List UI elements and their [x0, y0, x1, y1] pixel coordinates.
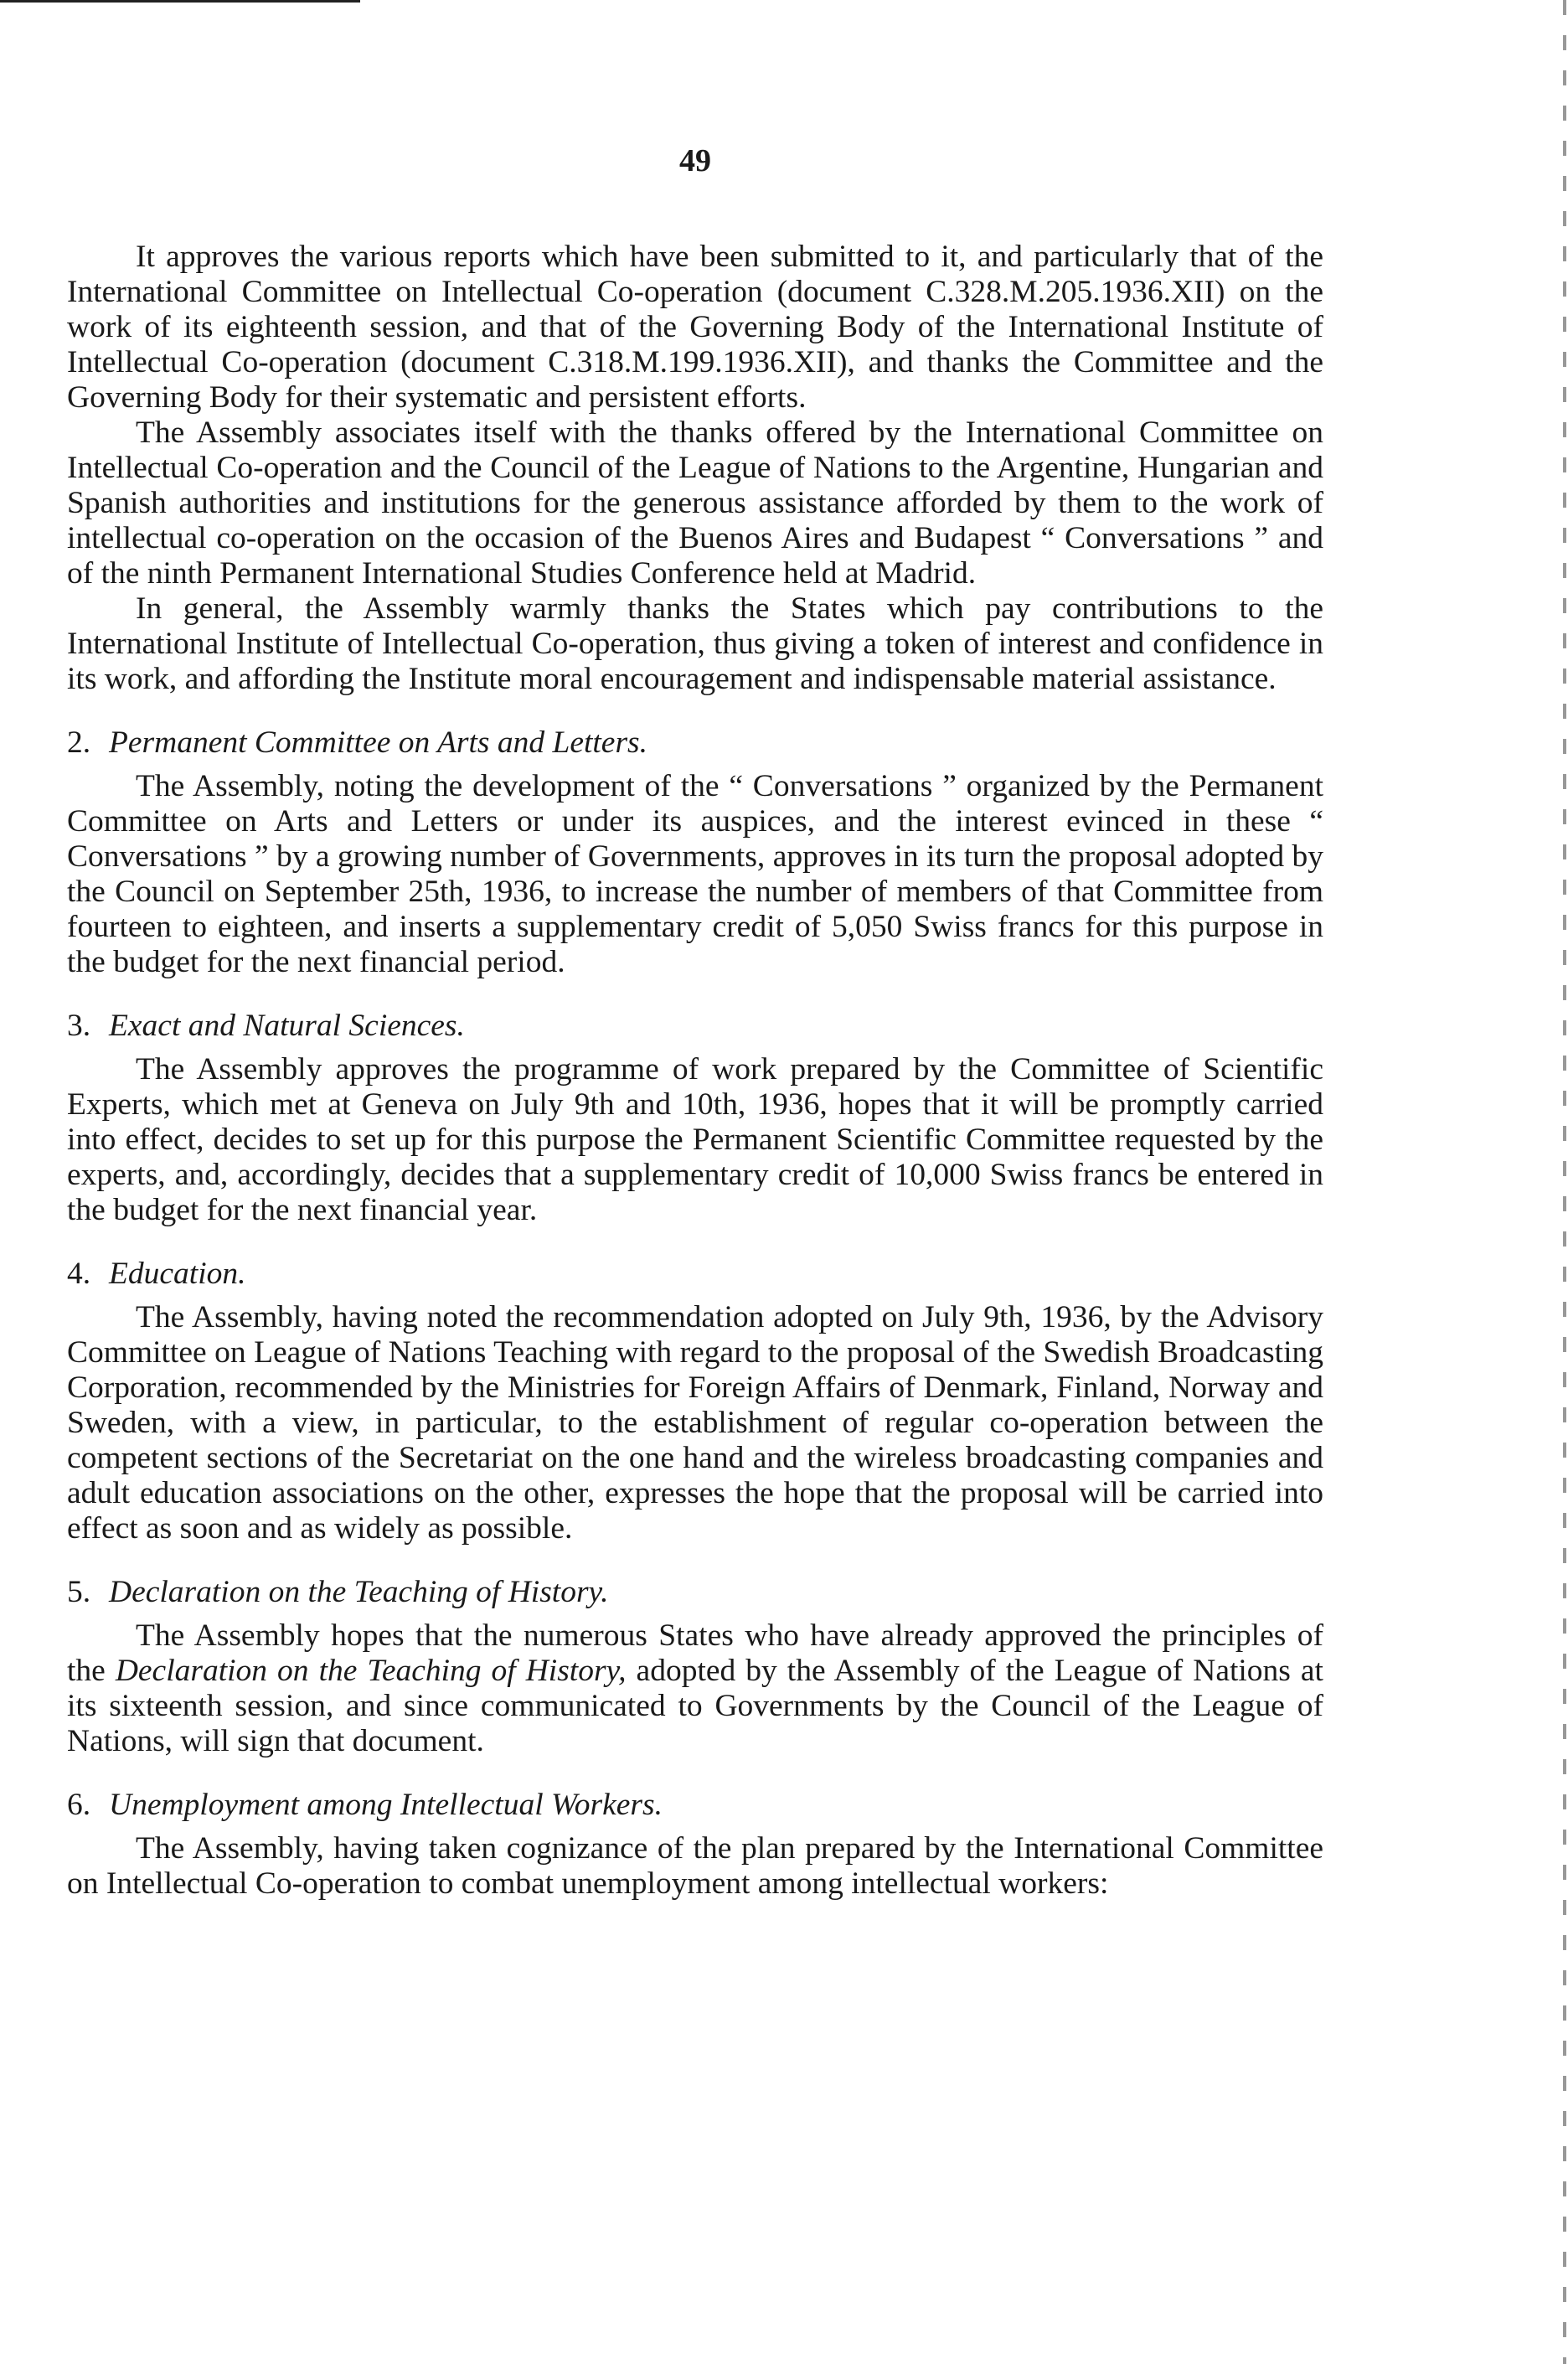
section-title: Education.: [109, 1257, 246, 1291]
intro-paragraph-3: In general, the Assembly warmly thanks the States which pay contributions to the International Institute of Intellectual Co-operation, thus giving a token of interest and confidence in its work, and affording the Institute moral encouragement and indispensable material assistance.: [67, 591, 1323, 696]
section-heading-arts-letters: [67, 725, 1323, 761]
scan-edge-marks: [1563, 0, 1566, 2364]
history-declaration-title: Declaration on the Teaching of History,: [115, 1654, 627, 1688]
intro-paragraph-1: It approves the various reports which have been submitted to it, and particularly that of the International Committee on Intellectual Co-operation (document C.328.M.205.1936.XII) on the work of its eighteenth session, and that of the Governing Body of the International Institute of Intellectual Co-operation (document C.318.M.199.1936.XII), and thanks the Committee and the Governing Body for their systematic and persistent efforts.: [67, 240, 1323, 415]
section-number: 5.: [67, 1575, 91, 1609]
section-heading-history: [67, 1575, 1323, 1610]
section-paragraph-sciences: The Assembly approves the programme of work prepared by the Committee of Scientific Experts, which met at Geneva on July 9th and 10th, 1936, hopes that it will be promptly carried into effect, decides to set up for this purpose the Permanent Scientific Committee requested by the experts, and, accordingly, decides that a supplementary credit of 10,000 Swiss francs be entered in the budget for the next financial year.: [67, 1052, 1323, 1227]
section-title: Permanent Committee on Arts and Letters.: [109, 725, 648, 760]
section-heading-sciences: [67, 1009, 1323, 1044]
intro-paragraph-2: The Assembly associates itself with the thanks offered by the International Committee on Intellectual Co-operation and the Council of the League of Nations to the Argentine, Hungarian and Spanish authorities and institutions for the generous assistance afforded by them to the work of intellectual co-operation on the occasion of the Buenos Aires and Budapest “ Conversations ” and of the ninth Permanent International Studies Conference held at Madrid.: [67, 416, 1323, 591]
section-title: Unemployment among Intellectual Workers.: [109, 1788, 663, 1822]
section-paragraph-education: The Assembly, having noted the recommendation adopted on July 9th, 1936, by the Advisory Committee on League of Nations Teaching with regard to the proposal of the Swedish Broadcasting Corporation, recommended by the Ministries for Foreign Affairs of Denmark, Finland, Norway and Sweden, with a view, in particular, to the establishment of regular co-operation between the competent sections of the Secretariat on the one hand and the wireless broadcasting companies and adult education associations on the other, expresses the hope that the proposal will be carried into effect as soon and as widely as possible.: [67, 1300, 1323, 1546]
section-number: 2.: [67, 725, 91, 760]
section-heading-education: [67, 1257, 1323, 1292]
section-title: Exact and Natural Sciences.: [109, 1009, 465, 1043]
history-text-end: adopted by the Assembly of the League of Nations at its sixteenth session, and since communicated to Governments by the Council of the League of Nations, will sign that document.: [67, 1654, 1323, 1758]
section-paragraph-unemployment: The Assembly, having taken cognizance of the plan prepared by the International Committee on Intellectual Co-operation to combat unemployment among intellectual workers:: [67, 1831, 1323, 1901]
document-page: [67, 142, 1323, 1902]
section-paragraph-history: [67, 1618, 1323, 1759]
section-number: 4.: [67, 1257, 91, 1291]
section-number: 3.: [67, 1009, 91, 1043]
section-heading-unemployment: [67, 1788, 1323, 1823]
page-number: 49: [679, 143, 711, 178]
section-number: 6.: [67, 1788, 91, 1822]
top-rule: [0, 0, 360, 3]
history-text-start: The Assembly hopes that the numerous States who have already approved the principles of the: [67, 1618, 1323, 1688]
section-paragraph-arts-letters: The Assembly, noting the development of the “ Conversations ” organized by the Permanent Committee on Arts and Letters or under its auspices, and the interest evinced in these “ Conversations ” by a growing number of Governments, approves in its turn the proposal adopted by the Council on September 25th, 1936, to increase the number of members of that Committee from fourteen to eighteen, and inserts a supplementary credit of 5,050 Swiss francs for this purpose in the budget for the next financial period.: [67, 769, 1323, 979]
section-title: Declaration on the Teaching of History.: [109, 1575, 609, 1609]
